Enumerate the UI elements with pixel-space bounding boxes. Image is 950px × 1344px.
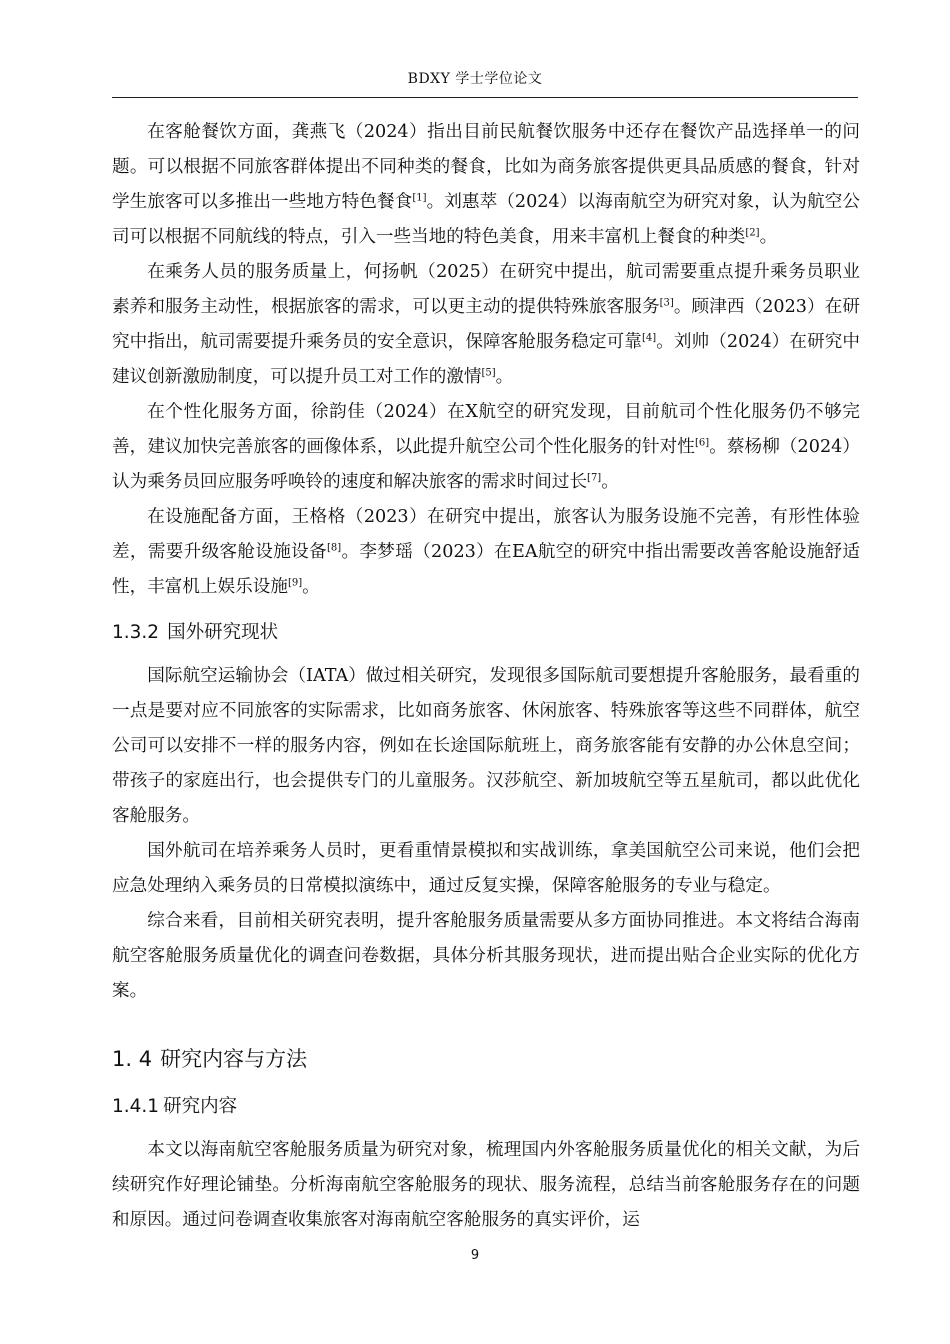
paragraph-cabin-catering: 在客舱餐饮方面，龚燕飞（2024）指出目前民航餐饮服务中还存在餐饮产品选择单一的问题。可以根据不同旅客群体提出不同种类的餐食，比如为商务旅客提供更具品质感的餐食，针对学生旅客可以多推出一些地方特色餐食[1]。刘惠萃（2024）以海南航空为研究对象，认为航空公司可以根据不同航线的特点，引入一些当地的特色美食，用来丰富机上餐食的种类[2]。 — [112, 122, 860, 247]
header-rule — [112, 97, 858, 98]
section-heading-1-4-1 — [112, 1087, 860, 1127]
section-number: 1. 4 — [112, 1047, 153, 1071]
section-title: 国外研究现状 — [167, 622, 279, 643]
paragraph-research-content: 本文以海南航空客舱服务质量为研究对象，梳理国内外客舱服务质量优化的相关文献，为后续研究作好理论铺垫。分析海南航空客舱服务的现状、服务流程，总结当前客舱服务存在的问题和原因。通过问卷调查收集旅客对海南航空客舱服务的真实评价，运 — [112, 1140, 860, 1230]
page-number: 9 — [470, 1248, 480, 1263]
paragraph-iata-research: 国际航空运输协会（IATA）做过相关研究，发现很多国际航司要想提升客舱服务，最看重的一点是要对应不同旅客的实际需求，比如商务旅客、休闲旅客、特殊旅客等这些不同群体，航空公司可以安排不一样的服务内容，例如在长途国际航班上，商务旅客能有安静的办公休息空间；带孩子的家庭出行，也会提供专门的儿童服务。汉莎航空、新加坡航空等五星航司，都以此优化客舱服务。 — [112, 666, 860, 826]
section-heading-1-4 — [112, 1037, 860, 1081]
citation-ref[interactable]: [7] — [587, 472, 602, 484]
citation-ref[interactable]: [8] — [326, 542, 342, 554]
paragraph-summary: 综合来看，目前相关研究表明，提升客舱服务质量需要从多方面协同推进。本文将结合海南航空客舱服务质量优化的调查问卷数据，具体分析其服务现状，进而提出贴合企业实际的优化方案。 — [112, 911, 860, 1001]
paragraph-personalized-service: 在个性化服务方面，徐韵佳（2024）在X航空的研究发现，目前航司个性化服务仍不够完善，建议加快完善旅客的画像体系，以此提升航空公司个性化服务的针对性[6]。蔡杨柳（2024）认为乘务员回应服务呼唤铃的速度和解决旅客的需求时间过长[7]。 — [112, 402, 860, 492]
section-heading-1-3-2 — [112, 613, 860, 653]
paragraph-crew-training: 国外航司在培养乘务人员时，更看重情景模拟和实战训练，拿美国航空公司来说，他们会把应急处理纳入乘务员的日常模拟演练中，通过反复实操，保障客舱服务的专业与稳定。 — [112, 841, 860, 896]
section-number: 1.3.2 — [112, 622, 160, 643]
citation-ref[interactable]: [5] — [481, 367, 496, 379]
citation-ref[interactable]: [1] — [412, 192, 427, 204]
citation-ref[interactable]: [9] — [287, 577, 303, 589]
running-header: BDXY 学士学位论文 — [407, 71, 543, 87]
section-number: 1.4.1 — [112, 1096, 160, 1117]
citation-ref[interactable]: [4] — [641, 332, 657, 344]
page-body — [112, 115, 860, 1238]
paragraph-facilities: 在设施配备方面，王格格（2023）在研究中提出，旅客认为服务设施不完善，有形性体验差，需要升级客舱设施设备[8]。李梦瑶（2023）在EA航空的研究中指出需要改善客舱设施舒适性，丰富机上娱乐设施[9]。 — [112, 507, 860, 597]
citation-ref[interactable]: [3] — [659, 297, 674, 309]
paragraph-crew-quality: 在乘务人员的服务质量上，何扬帆（2025）在研究中提出，航司需要重点提升乘务员职业素养和服务主动性，根据旅客的需求，可以更主动的提供特殊旅客服务[3]。顾津西（2023）在研究中指出，航司需要提升乘务员的安全意识，保障客舱服务稳定可靠[4]。刘帅（2024）在研究中建议创新激励制度，可以提升员工对工作的激情[5]。 — [112, 262, 860, 387]
citation-ref[interactable]: [2] — [745, 227, 760, 239]
section-title: 研究内容 — [163, 1096, 238, 1117]
section-title: 研究内容与方法 — [160, 1047, 308, 1071]
citation-ref[interactable]: [6] — [694, 437, 710, 449]
